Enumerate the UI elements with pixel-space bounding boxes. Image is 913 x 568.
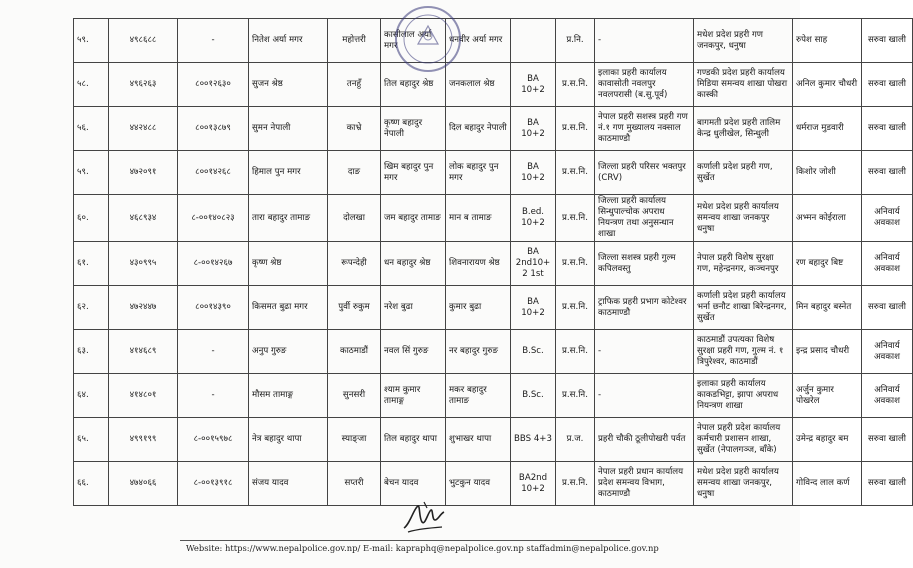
grandfather-name-cell: भुटकुन यादव — [446, 462, 511, 506]
district-cell: सुनसरी — [328, 374, 381, 418]
police-id-cell: ४७२०९१ — [109, 151, 178, 195]
father-name-cell: बेचन यादव — [381, 462, 446, 506]
national-id-cell: ८००१२६३० — [178, 63, 249, 107]
replaced-person-cell: अर्जुन कुमार पोखरेल — [793, 374, 862, 418]
vacancy-status-cell: अनिवार्य अवकाश — [862, 242, 913, 286]
national-id-cell: ८-००१५९७८ — [178, 418, 249, 462]
vacancy-status-cell: अनिवार्य अवकाश — [862, 195, 913, 242]
national-id-cell: ८००१३८७९ — [178, 107, 249, 151]
person-name-cell: संजय यादव — [249, 462, 328, 506]
person-name-cell: नेत्र बहादुर थापा — [249, 418, 328, 462]
grandfather-name-cell: शिवनारायण श्रेष्ठ — [446, 242, 511, 286]
vacancy-status-cell: सरुवा खाली — [862, 19, 913, 63]
table-body — [74, 19, 913, 506]
rank-level-cell: प्र.स.नि. — [556, 374, 595, 418]
grandfather-name-cell: शुभाखर थापा — [446, 418, 511, 462]
district-cell: रूपन्देही — [328, 242, 381, 286]
grandfather-name-cell: दिल बहादुर नेपाली — [446, 107, 511, 151]
qualification-cell: BA 2nd10+2 1st — [511, 242, 556, 286]
police-id-cell: ४६८९३४ — [109, 195, 178, 242]
father-name-cell: श्याम कुमार तामाङ्ग — [381, 374, 446, 418]
serial-number-cell: ५९. — [74, 151, 109, 195]
father-name-cell: खिम बहादुर पुन मगर — [381, 151, 446, 195]
national-id-cell: ८-००१४०८२३ — [178, 195, 249, 242]
rank-level-cell: प्र.नि. — [556, 19, 595, 63]
father-name-cell: कृष्ण बहादुर नेपाली — [381, 107, 446, 151]
current-office-cell: काठमाडौं उपत्यका विशेष सुरक्षा प्रहरी गण, गुल्म नं. १ त्रिपुरेश्वर, काठमाडौं — [694, 330, 793, 374]
national-id-cell: - — [178, 19, 249, 63]
person-name-cell: मौसम तामाङ्ग — [249, 374, 328, 418]
vacancy-status-cell: सरुवा खाली — [862, 63, 913, 107]
serial-number-cell: ५६. — [74, 107, 109, 151]
footer-divider — [180, 540, 630, 541]
district-cell: दाङ — [328, 151, 381, 195]
table-row — [74, 151, 913, 195]
qualification-cell: BA2nd 10+2 — [511, 462, 556, 506]
national-id-cell: - — [178, 374, 249, 418]
vacancy-status-cell: सरुवा खाली — [862, 286, 913, 330]
previous-office-cell: - — [595, 374, 694, 418]
grandfather-name-cell: धनवीर अर्या मगर — [446, 19, 511, 63]
previous-office-cell: जिल्ला सशस्त्र प्रहरी गुल्म कपिलवस्तु — [595, 242, 694, 286]
father-name-cell: तिल बहादुर श्रेष्ठ — [381, 63, 446, 107]
national-id-cell: ८-००१४२६७ — [178, 242, 249, 286]
father-name-cell: कासीलाल अर्या मगर — [381, 19, 446, 63]
national-id-cell: - — [178, 330, 249, 374]
replaced-person-cell: धर्मराज मुडवारी — [793, 107, 862, 151]
replaced-person-cell: अनिल कुमार चौधरी — [793, 63, 862, 107]
table-row — [74, 418, 913, 462]
father-name-cell: तिल बहादुर थापा — [381, 418, 446, 462]
current-office-cell: इलाका प्रहरी कार्यालय काकडभिट्टा, झापा अपराध नियन्त्रण शाखा — [694, 374, 793, 418]
qualification-cell: BA 10+2 — [511, 151, 556, 195]
table-row — [74, 195, 913, 242]
grandfather-name-cell: नर बहादुर गुरुङ — [446, 330, 511, 374]
district-cell: दोलखा — [328, 195, 381, 242]
serial-number-cell: ६०. — [74, 195, 109, 242]
grandfather-name-cell: जनकलाल श्रेष्ठ — [446, 63, 511, 107]
qualification-cell: BA 10+2 — [511, 63, 556, 107]
police-id-cell: ४१४८०१ — [109, 374, 178, 418]
previous-office-cell: नेपाल प्रहरी प्रधान कार्यालय प्रदेश समन्वय विभाग, काठमाण्डौ — [595, 462, 694, 506]
replaced-person-cell: मिन बहादुर बस्नेत — [793, 286, 862, 330]
police-id-cell: ४४२४८८ — [109, 107, 178, 151]
qualification-cell: B.Sc. — [511, 330, 556, 374]
serial-number-cell: ५८. — [74, 63, 109, 107]
police-id-cell: ४३०९९५ — [109, 242, 178, 286]
previous-office-cell: जिल्ला प्रहरी परिसर भक्तपुर (CRV) — [595, 151, 694, 195]
police-id-cell: ४७४०६६ — [109, 462, 178, 506]
vacancy-status-cell: अनिवार्य अवकाश — [862, 330, 913, 374]
person-name-cell: कृष्ण श्रेष्ठ — [249, 242, 328, 286]
grandfather-name-cell: लोक बहादुर पुन मगर — [446, 151, 511, 195]
current-office-cell: मधेश प्रदेश प्रहरी कार्यालय समन्वय शाखा जनकपुर धनुषा — [694, 195, 793, 242]
previous-office-cell: नेपाल प्रहरी सशस्त्र प्रहरी गण नं.१ गण मुख्यालय नक्साल काठमाण्डौ — [595, 107, 694, 151]
current-office-cell: गण्डकी प्रदेश प्रहरी कार्यालय मिडिया समन्वय शाखा पोखरा कास्की — [694, 63, 793, 107]
current-office-cell: कर्णाली प्रदेश प्रहरी गण, सुर्खेत — [694, 151, 793, 195]
qualification-cell: B.Sc. — [511, 374, 556, 418]
vacancy-status-cell: अनिवार्य अवकाश — [862, 374, 913, 418]
district-cell: तनहुँ — [328, 63, 381, 107]
footer-contact: Website: https://www.nepalpolice.gov.np/ E-mail: kapraphq@nepalpolice.gov.np staffadmin@nepalpolice.gov.np — [186, 543, 659, 553]
replaced-person-cell: गोविन्द लाल कर्ण — [793, 462, 862, 506]
rank-level-cell: प्र.ज. — [556, 418, 595, 462]
current-office-cell: नेपाल प्रहरी विशेष सुरक्षा गण, महेन्द्रनगर, कञ्चनपुर — [694, 242, 793, 286]
replaced-person-cell: किशोर जोशी — [793, 151, 862, 195]
table-row — [74, 462, 913, 506]
serial-number-cell: ६४. — [74, 374, 109, 418]
police-id-cell: ४९८६८८ — [109, 19, 178, 63]
person-name-cell: तारा बहादुर तामाङ — [249, 195, 328, 242]
vacancy-status-cell: सरुवा खाली — [862, 107, 913, 151]
district-cell: काभ्रे — [328, 107, 381, 151]
replaced-person-cell: अभ्मन कोईराला — [793, 195, 862, 242]
district-cell: स्याङ्जा — [328, 418, 381, 462]
table-row — [74, 286, 913, 330]
police-id-cell: ४९९१९९ — [109, 418, 178, 462]
serial-number-cell: ६१. — [74, 242, 109, 286]
grandfather-name-cell: मकर बहादुर तामाङ — [446, 374, 511, 418]
current-office-cell: नेपाल प्रहरी प्रदेश कार्यालय कर्मचारी प्रशासन शाखा, सुर्खेत (नेपालगञ्ज, बाँके) — [694, 418, 793, 462]
rank-level-cell: प्र.स.नि. — [556, 151, 595, 195]
rank-level-cell: प्र.स.नि. — [556, 286, 595, 330]
table-row — [74, 19, 913, 63]
qualification-cell: BBS 4+3 — [511, 418, 556, 462]
current-office-cell: कर्णाली प्रदेश प्रहरी कार्यालय भर्ना छनौट शाखा बिरेन्द्रनगर, सुर्खेत — [694, 286, 793, 330]
table-row — [74, 242, 913, 286]
table-row — [74, 63, 913, 107]
rank-level-cell: प्र.स.नि. — [556, 462, 595, 506]
replaced-person-cell: रण बहादुर बिष्ट — [793, 242, 862, 286]
grandfather-name-cell: मान ब तामाङ — [446, 195, 511, 242]
table-row — [74, 107, 913, 151]
rank-level-cell: प्र.स.नि. — [556, 107, 595, 151]
serial-number-cell: ६५. — [74, 418, 109, 462]
vacancy-status-cell: सरुवा खाली — [862, 418, 913, 462]
qualification-cell: BA 10+2 — [511, 286, 556, 330]
grandfather-name-cell: कुमार बुढा — [446, 286, 511, 330]
previous-office-cell: जिल्ला प्रहरी कार्यालय सिन्धुपाल्चोक अपराध नियन्त्रण तथा अनुसन्धान शाखा — [595, 195, 694, 242]
district-cell: पुर्वी रुकुम — [328, 286, 381, 330]
qualification-cell — [511, 19, 556, 63]
serial-number-cell: ५९. — [74, 19, 109, 63]
previous-office-cell: - — [595, 330, 694, 374]
serial-number-cell: ६३. — [74, 330, 109, 374]
person-name-cell: सुमन नेपाली — [249, 107, 328, 151]
vacancy-status-cell: सरुवा खाली — [862, 151, 913, 195]
rank-level-cell: प्र.स.नि. — [556, 330, 595, 374]
table-row — [74, 374, 913, 418]
father-name-cell: जम बहादुर तामाङ — [381, 195, 446, 242]
national-id-cell: ८००१४२६८ — [178, 151, 249, 195]
serial-number-cell: ६६. — [74, 462, 109, 506]
current-office-cell: बागमती प्रदेश प्रहरी तालिम केन्द्र धुलीखेल, सिन्धुली — [694, 107, 793, 151]
table-row — [74, 330, 913, 374]
current-office-cell: मधेश प्रदेश प्रहरी गण जनकपुर, धनुषा — [694, 19, 793, 63]
replaced-person-cell: उमेन्द्र बहादुर बम — [793, 418, 862, 462]
police-id-cell: ४९६२६३ — [109, 63, 178, 107]
police-id-cell: ४१४६८९ — [109, 330, 178, 374]
current-office-cell: मधेश प्रदेश प्रहरी कार्यालय समन्वय शाखा जनकपुर, धनुषा — [694, 462, 793, 506]
national-id-cell: ८-००१३९१८ — [178, 462, 249, 506]
serial-number-cell: ६२. — [74, 286, 109, 330]
father-name-cell: नवल सिं गुरुङ — [381, 330, 446, 374]
previous-office-cell: इलाका प्रहरी कार्यालय कावासोती नवलपुर नवलपरासी (ब.सु.पूर्व) — [595, 63, 694, 107]
person-name-cell: किसमत बुढा मगर — [249, 286, 328, 330]
rank-level-cell: प्र.स.नि. — [556, 242, 595, 286]
father-name-cell: नरेश बुढा — [381, 286, 446, 330]
rank-level-cell: प्र.स.नि. — [556, 195, 595, 242]
vacancy-status-cell: सरुवा खाली — [862, 462, 913, 506]
person-name-cell: नितेश अर्या मगर — [249, 19, 328, 63]
district-cell: काठमाडौं — [328, 330, 381, 374]
qualification-cell: BA 10+2 — [511, 107, 556, 151]
replaced-person-cell: इन्द्र प्रसाद चौधरी — [793, 330, 862, 374]
rank-level-cell: प्र.स.नि. — [556, 63, 595, 107]
personnel-transfer-table — [73, 18, 913, 506]
father-name-cell: धन बहादुर श्रेष्ठ — [381, 242, 446, 286]
replaced-person-cell: रुपेश साह — [793, 19, 862, 63]
district-cell: महोत्तरी — [328, 19, 381, 63]
previous-office-cell: प्रहरी चौकी ठूलीपोखरी पर्वत — [595, 418, 694, 462]
person-name-cell: हिमाल पुन मगर — [249, 151, 328, 195]
person-name-cell: अनुप गुरुङ — [249, 330, 328, 374]
previous-office-cell: - — [595, 19, 694, 63]
person-name-cell: सुजन श्रेष्ठ — [249, 63, 328, 107]
previous-office-cell: ट्राफिक प्रहरी प्रभाग कोटेश्वर काठमाण्डौ — [595, 286, 694, 330]
district-cell: सप्तरी — [328, 462, 381, 506]
police-id-cell: ४७२४४७ — [109, 286, 178, 330]
national-id-cell: ८००१४३९० — [178, 286, 249, 330]
qualification-cell: B.ed. 10+2 — [511, 195, 556, 242]
